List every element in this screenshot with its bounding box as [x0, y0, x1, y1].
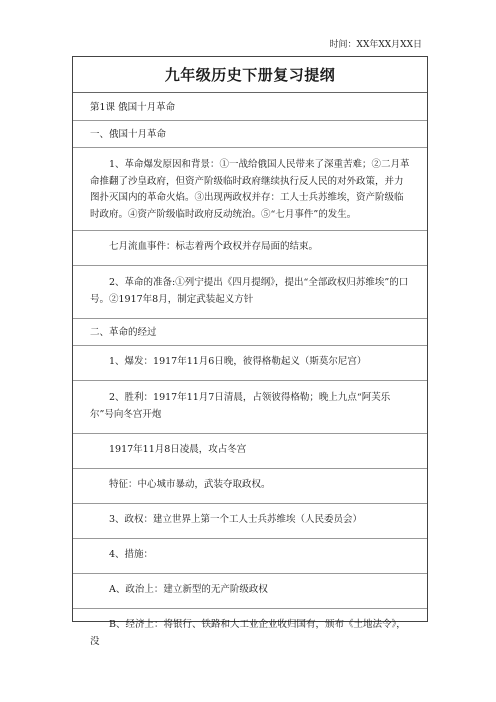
- paragraph-outbreak: 1、爆发：1917年11月6日晚，彼得格勒起义（斯莫尔尼宫）: [73, 346, 427, 381]
- section-heading-2: [73, 319, 427, 346]
- paragraph-regime: 3、政权：建立世界上第一个工人士兵苏维埃（人民委员会）: [73, 504, 427, 539]
- paragraph-preparation: 2、革命的准备:①列宁提出《四月提纲》，提出“全部政权归苏维埃”的口号。②1917年8月，制定武装起义方针: [73, 266, 427, 319]
- lesson-heading: [73, 93, 427, 121]
- section-heading-2-text: 二、革命的经过: [90, 327, 157, 338]
- lesson-heading-text: 第1课 俄国十月革命: [90, 102, 176, 113]
- paragraph-economic: B、经济上：将银行、铁路和大工业企业收归国有，颁布《土地法令》，没: [90, 619, 406, 647]
- paragraph-july-event: 七月流血事件：标志着两个政权并存局面的结束。: [73, 231, 427, 266]
- paragraph-causes: 1、革命爆发原因和背景：①一战给俄国人民带来了深重苦难；②二月革命推翻了沙皇政府，但资产阶级临时政府继续执行反人民的对外政策，并力图扑灭国内的革命火焰。③出现两政权并存：工人士兵苏维埃，资产阶级临时政府。④资产阶级临时政府反动统治。⑤“七月事件”的发生。: [73, 148, 427, 231]
- paragraph-winter-palace: 1917年11月8日凌晨，攻占冬宫: [73, 434, 427, 469]
- section-heading-text: 一、俄国十月革命: [90, 129, 167, 140]
- header-date: 时间：XX年XX月XX日: [329, 40, 422, 50]
- section-heading: [73, 121, 427, 148]
- paragraph-measures: 4、措施：: [73, 539, 427, 574]
- paragraph-political: A、政治上：建立新型的无产阶级政权: [73, 574, 427, 609]
- document-title: 九年级历史下册复习提纲: [73, 57, 427, 93]
- paragraph-victory: 2、胜利：1917年11月7日清晨，占领彼得格勒；晚上九点“阿芙乐尔”号向冬宫开炮: [73, 381, 427, 434]
- paragraph-feature: 特征：中心城市暴动，武装夺取政权。: [73, 469, 427, 504]
- document-table: [72, 56, 428, 647]
